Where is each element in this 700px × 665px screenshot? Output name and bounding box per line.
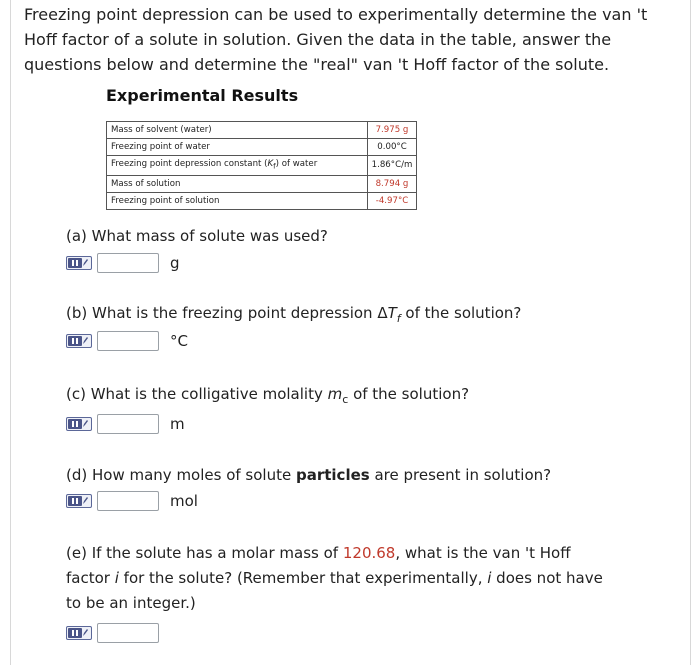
question-a: (a) What mass of solute was used? [66, 227, 328, 245]
question-c: (c) What is the colligative molality $m_c$ of the solution? [66, 385, 470, 406]
unit-label: mol [170, 492, 198, 510]
table-row [107, 139, 417, 156]
intro-text: Freezing point depression can be used to experimentally determine the van 't Hoff factor of a solute in solution. Given the data in the table, answer the questions below and determine the "real" van 't Hoff factor of the solute. [24, 5, 648, 74]
row-value: 1.86°C/m [368, 156, 417, 176]
molar-mass-value: 120.68 [342, 544, 396, 562]
question-d: (d) How many moles of solute particles are present in solution? [66, 466, 552, 484]
answer-input-e[interactable] [97, 623, 159, 643]
answer-input-b[interactable] [97, 331, 159, 351]
question-number-badge-icon [66, 334, 92, 348]
answer-input-d[interactable] [97, 491, 159, 511]
question-e: (e) If the solute has a molar mass of 120.68, what is the van 't Hoff factor i for the solute? (Remember that experimentally, i does not have to be an integer.) [66, 544, 603, 612]
unit-label: m [170, 415, 185, 433]
answer-input-c[interactable] [97, 414, 159, 434]
question-number-badge-icon [66, 494, 92, 508]
row-label: Freezing point of water [107, 139, 368, 156]
row-value: 7.975 g [368, 122, 417, 139]
table-row [107, 156, 417, 176]
pencil-icon [82, 258, 89, 267]
table-row [107, 175, 417, 192]
row-label: Freezing point depression constant $(K_f)$ of water [107, 156, 368, 176]
question-b: (b) What is the freezing point depression $\Delta T_f$ of the solution? [66, 304, 522, 325]
pencil-icon [82, 628, 89, 637]
row-value: 8.794 g [368, 175, 417, 192]
unit-label: °C [170, 332, 188, 350]
pencil-icon [82, 496, 89, 505]
question-number-badge-icon [66, 626, 92, 640]
table-row [107, 122, 417, 139]
results-title: Experimental Results [106, 86, 299, 105]
pencil-icon [82, 336, 89, 345]
experimental-results-table [106, 121, 417, 210]
pencil-icon [82, 419, 89, 428]
row-label: Mass of solvent (water) [107, 122, 368, 139]
answer-input-a[interactable] [97, 253, 159, 273]
right-border [690, 0, 691, 665]
row-value: 0.00°C [368, 139, 417, 156]
question-number-badge-icon [66, 256, 92, 270]
unit-label: g [170, 254, 180, 272]
row-value: -4.97°C [368, 192, 417, 209]
row-label: Freezing point of solution [107, 192, 368, 209]
left-border [10, 0, 11, 665]
table-row [107, 192, 417, 209]
question-number-badge-icon [66, 417, 92, 431]
row-label: Mass of solution [107, 175, 368, 192]
